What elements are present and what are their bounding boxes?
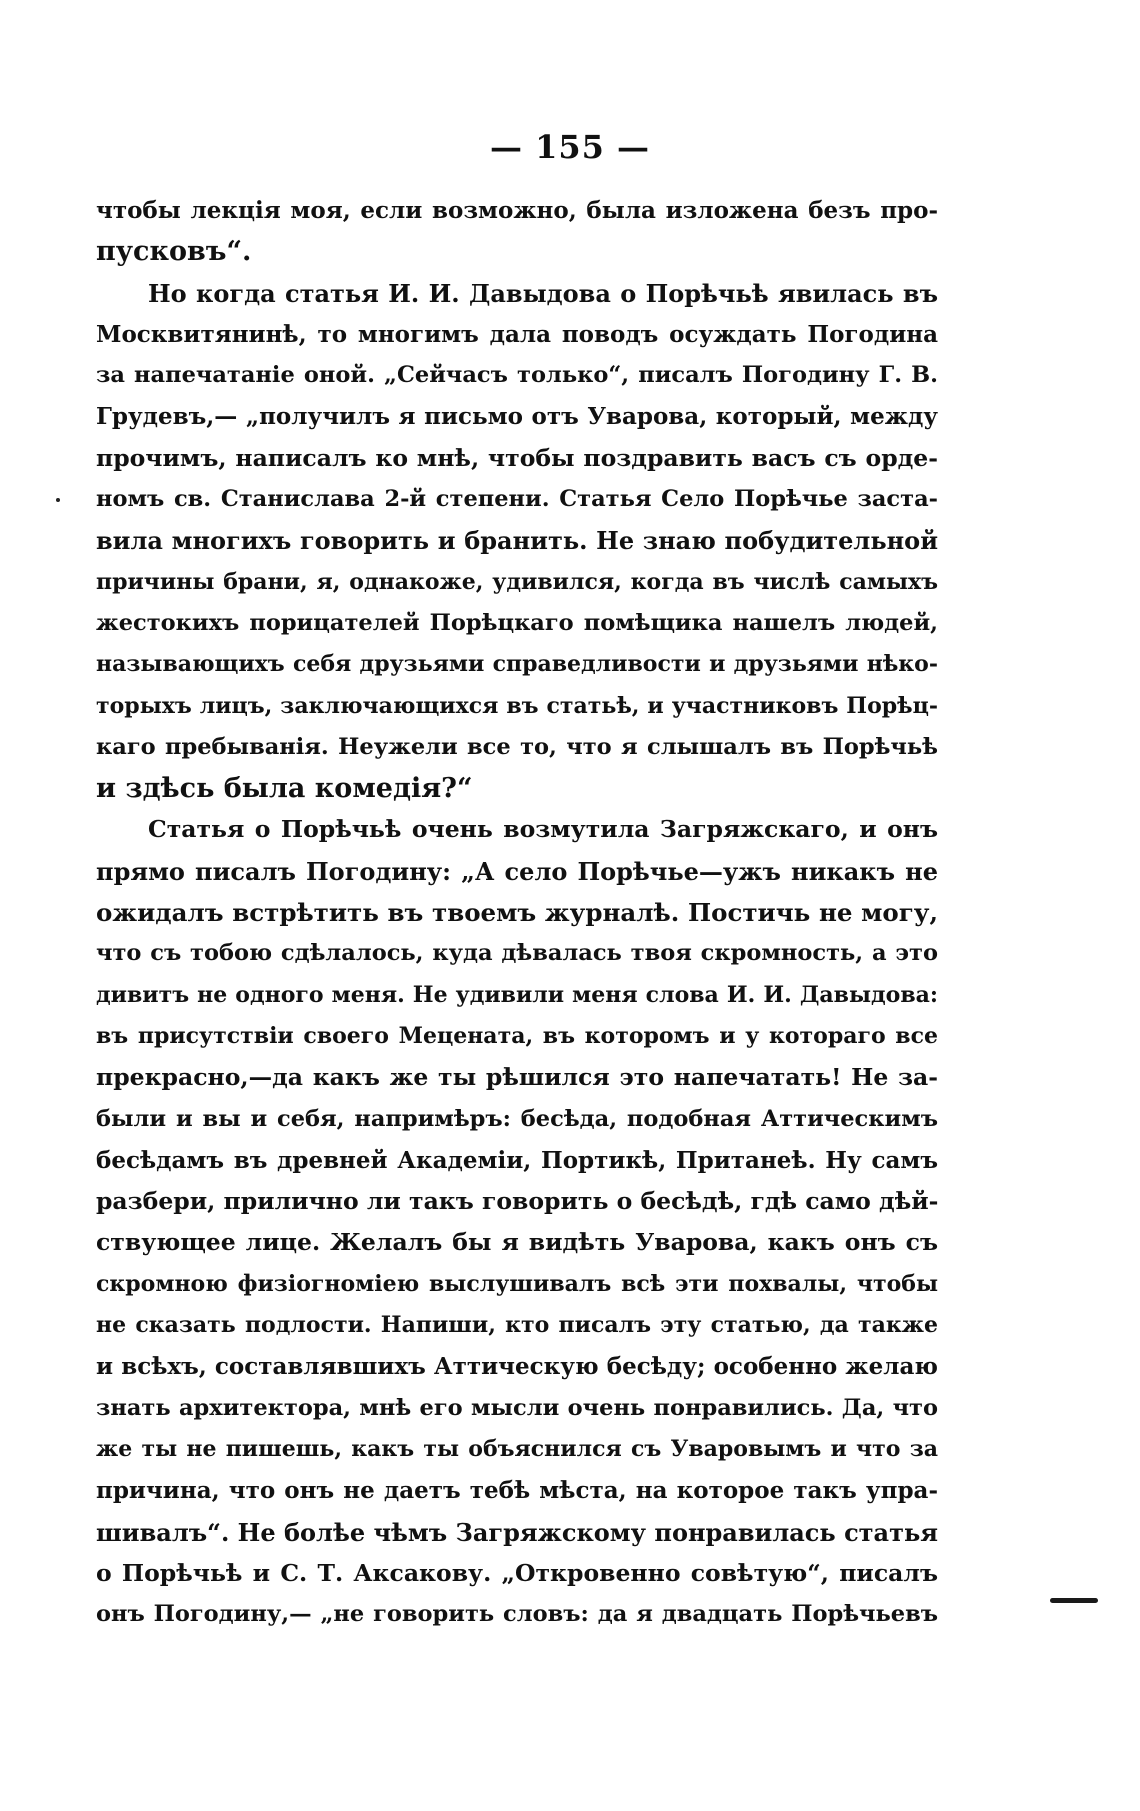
page-number: — 155 — <box>489 128 651 166</box>
text-line: за напечатаніе оной. „Сейчасъ только“, писалъ Погодину Г. В. <box>96 362 938 389</box>
text-line: причины брани, я, однакоже, удивился, когда въ числѣ самыхъ <box>96 568 938 595</box>
text-line: бесѣдамъ въ древней Академіи, Портикѣ, Пританеѣ. Ну самъ <box>96 1146 938 1174</box>
text-line: Статья о Порѣчьѣ очень возмутила Загряжскаго, и онъ <box>148 815 938 844</box>
text-line: ствующее лице. Желалъ бы я видѣть Уварова, какъ онъ съ <box>96 1228 938 1257</box>
text-line: о Порѣчьѣ и С. Т. Аксакову. „Откровенно совѣтую“, писалъ <box>96 1558 938 1587</box>
text-line: чтобы лекція моя, если возможно, была изложена безъ про- <box>96 197 938 224</box>
text-line: въ присутствіи своего Мецената, въ которомъ и у котораго все <box>96 1022 938 1049</box>
text-line: скромною физіогноміею выслушивалъ всѣ эти похвалы, чтобы <box>96 1270 938 1297</box>
text-line: жестокихъ порицателей Порѣцкаго помѣщика нашелъ людей, <box>96 609 938 636</box>
text-line: что съ тобою сдѣлалось, куда дѣвалась твоя скромность, а это <box>96 940 938 967</box>
text-line: и всѣхъ, составлявшихъ Аттическую бесѣду; особенно желаю <box>96 1353 938 1381</box>
text-line: вила многихъ говорить и бранить. Не знаю побудительной <box>96 526 938 556</box>
stray-ink-dot <box>56 498 60 502</box>
text-line: онъ Погодину,— „не говорить словъ: да я двадцать Порѣчьевъ <box>96 1601 938 1628</box>
text-line: каго пребыванія. Неужели все то, что я слышалъ въ Порѣчьѣ <box>96 733 938 760</box>
text-line: прекрасно,—да какъ же ты рѣшился это напечатать! Не за- <box>96 1063 938 1092</box>
text-line: называющихъ себя друзьями справедливости и друзьями нѣко- <box>96 651 938 678</box>
text-line: и здѣсь была комедія?“ <box>96 773 473 805</box>
text-line: были и вы и себя, напримѣръ: бесѣда, подобная Аттическимъ <box>96 1105 938 1132</box>
text-line: не сказать подлости. Напиши, кто писалъ эту статью, да также <box>96 1312 938 1339</box>
text-line: Но когда статья И. И. Давыдова о Порѣчьѣ явилась въ <box>148 278 938 308</box>
text-line: дивитъ не одного меня. Не удивили меня слова И. И. Давыдова: <box>96 981 938 1008</box>
body-text <box>96 190 938 1635</box>
text-line: Москвитянинѣ, то многимъ дала поводъ осуждать Погодина <box>96 320 938 348</box>
text-line: прочимъ, написалъ ко мнѣ, чтобы поздравить васъ съ орде- <box>96 443 938 472</box>
text-line: номъ св. Станислава 2-й степени. Статья Село Порѣчье заста- <box>96 486 938 513</box>
text-line: Грудевъ,— „получилъ я письмо отъ Уварова, который, между <box>96 403 938 431</box>
text-line: причина, что онъ не даетъ тебѣ мѣста, на которое такъ упра- <box>96 1477 938 1505</box>
text-line: торыхъ лицъ, заключающихся въ статьѣ, и участниковъ Порѣц- <box>96 692 938 719</box>
text-line: пусковъ“. <box>96 236 252 268</box>
text-line: разбери, прилично ли такъ говорить о бесѣдѣ, гдѣ само дѣй- <box>96 1187 938 1216</box>
margin-ink-mark <box>1050 1598 1098 1603</box>
text-line: ожидалъ встрѣтить въ твоемъ журналѣ. Постичь не могу, <box>96 898 938 928</box>
text-line: знать архитектора, мнѣ его мысли очень понравились. Да, что <box>96 1394 938 1421</box>
text-line: прямо писалъ Погодину: „А село Порѣчье—ужъ никакъ не <box>96 856 938 886</box>
text-line: же ты не пишешь, какъ ты объяснился съ Уваровымъ и что за <box>96 1435 938 1462</box>
text-line: шивалъ“. Не болѣе чѣмъ Загряжскому понравилась статья <box>96 1517 938 1547</box>
